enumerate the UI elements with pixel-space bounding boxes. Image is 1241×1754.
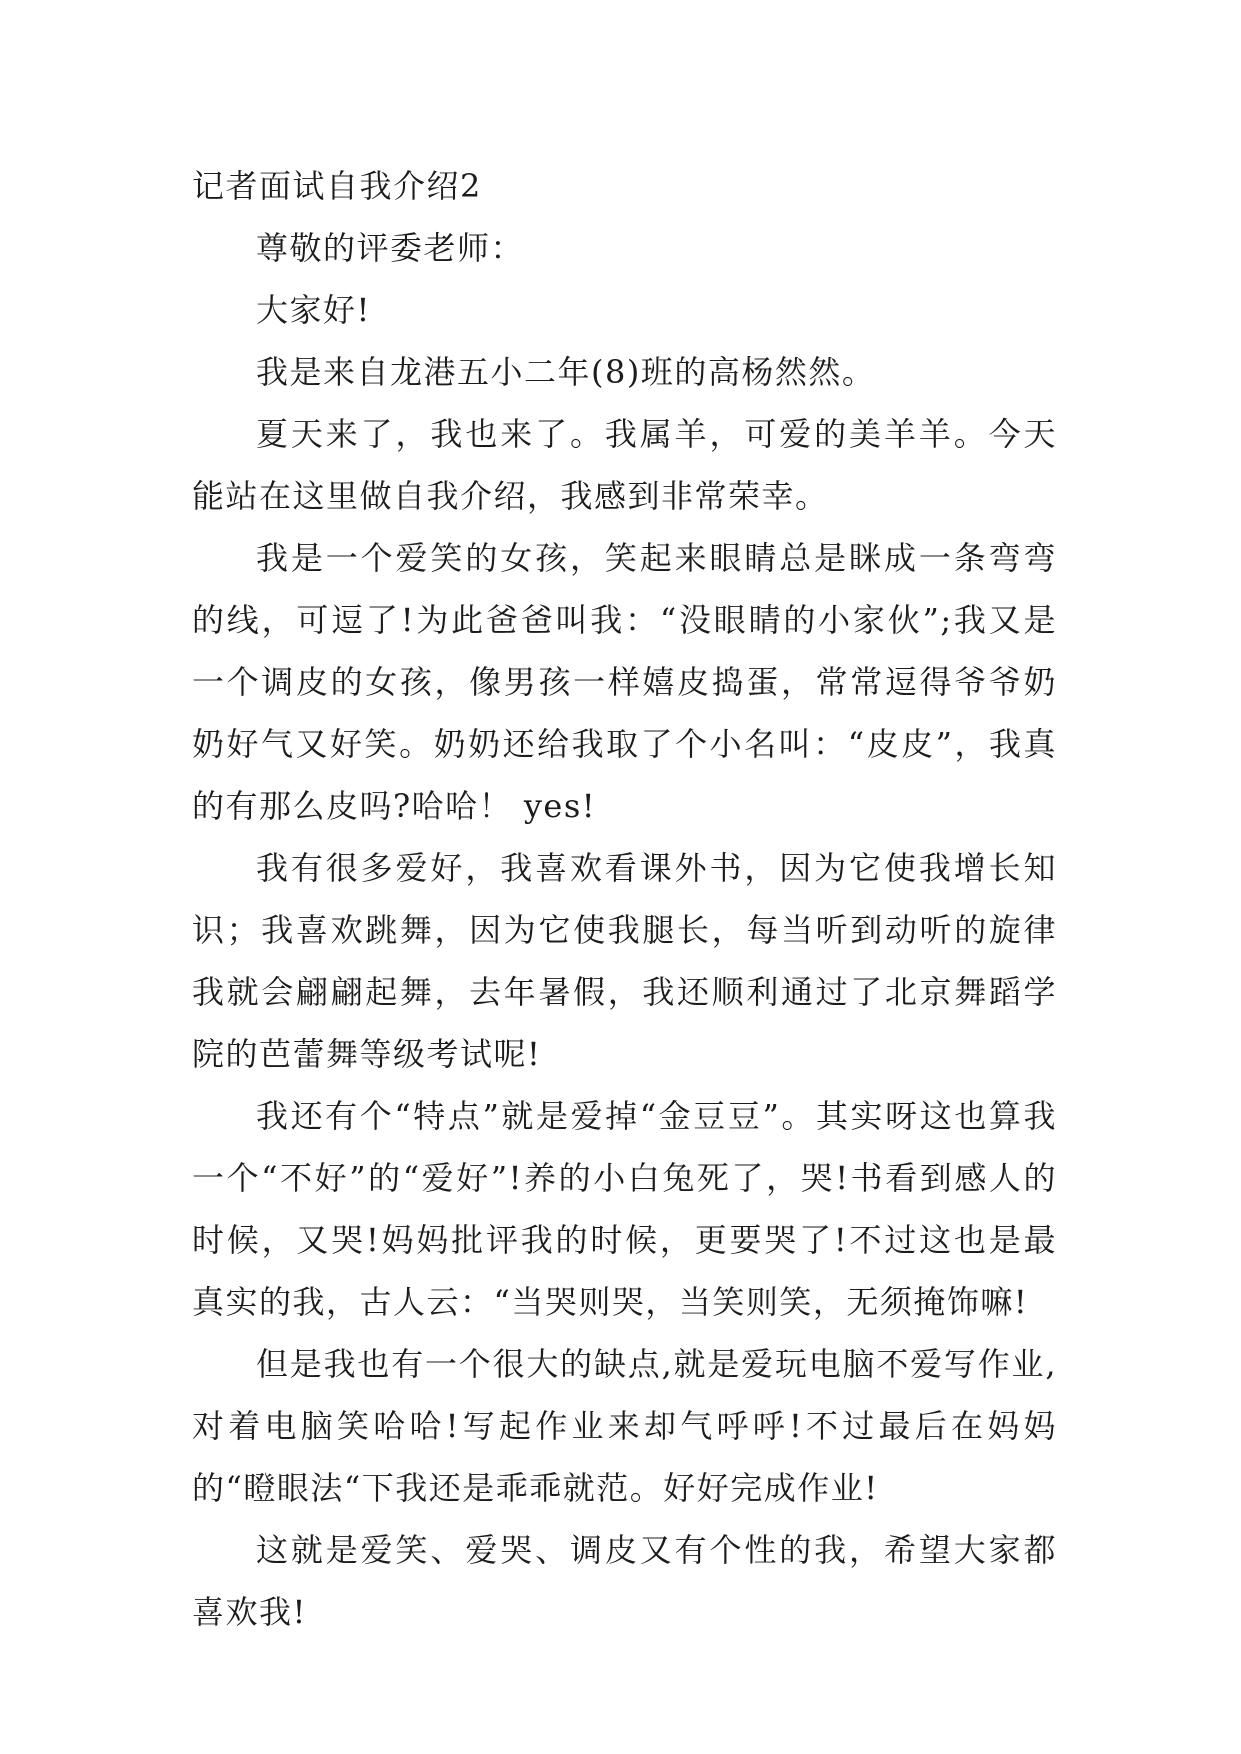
body-paragraph: 我有很多爱好，我喜欢看课外书，因为它使我增长知识；我喜欢跳舞，因为它使我腿长，每当听到动听的旋律我就会翩翩起舞，去年暑假，我还顺利通过了北京舞蹈学院的芭蕾舞等级考试呢! (192, 849, 1057, 1073)
document-body (192, 155, 1057, 1643)
document-title: 记者面试自我介绍2 (192, 167, 482, 205)
body-paragraph: 我是一个爱笑的女孩，笑起来眼睛总是眯成一条弯弯的线，可逗了!为此爸爸叫我：“没眼睛的小家伙”;我又是一个调皮的女孩，像男孩一样嬉皮捣蛋，常常逗得爷爷奶奶好气又好笑。奶奶还给我取了个小名叫：“皮皮”，我真的有那么皮吗?哈哈！ yes! (192, 539, 1057, 825)
greeting-paragraph: 大家好! (256, 291, 371, 329)
intro-paragraph: 我是来自龙港五小二年(8)班的高杨然然。 (256, 353, 876, 391)
closing-paragraph: 这就是爱笑、爱哭、调皮又有个性的我，希望大家都喜欢我! (192, 1531, 1057, 1631)
salutation-paragraph: 尊敬的评委老师： (256, 229, 525, 267)
body-paragraph: 我还有个“特点”就是爱掉“金豆豆”。其实呀这也算我一个“不好”的“爱好”!养的小白兔死了，哭!书看到感人的时候，又哭!妈妈批评我的时候，更要哭了!不过这也是最真实的我，古人云：“当哭则哭，当笑则笑，无须掩饰嘛! (192, 1097, 1057, 1321)
body-paragraph: 但是我也有一个很大的缺点,就是爱玩电脑不爱写作业,对着电脑笑哈哈!写起作业来却气呼呼!不过最后在妈妈的“瞪眼法“下我还是乖乖就范。好好完成作业! (192, 1345, 1057, 1507)
body-paragraph: 夏天来了，我也来了。我属羊，可爱的美羊羊。今天能站在这里做自我介绍，我感到非常荣幸。 (192, 415, 1057, 515)
